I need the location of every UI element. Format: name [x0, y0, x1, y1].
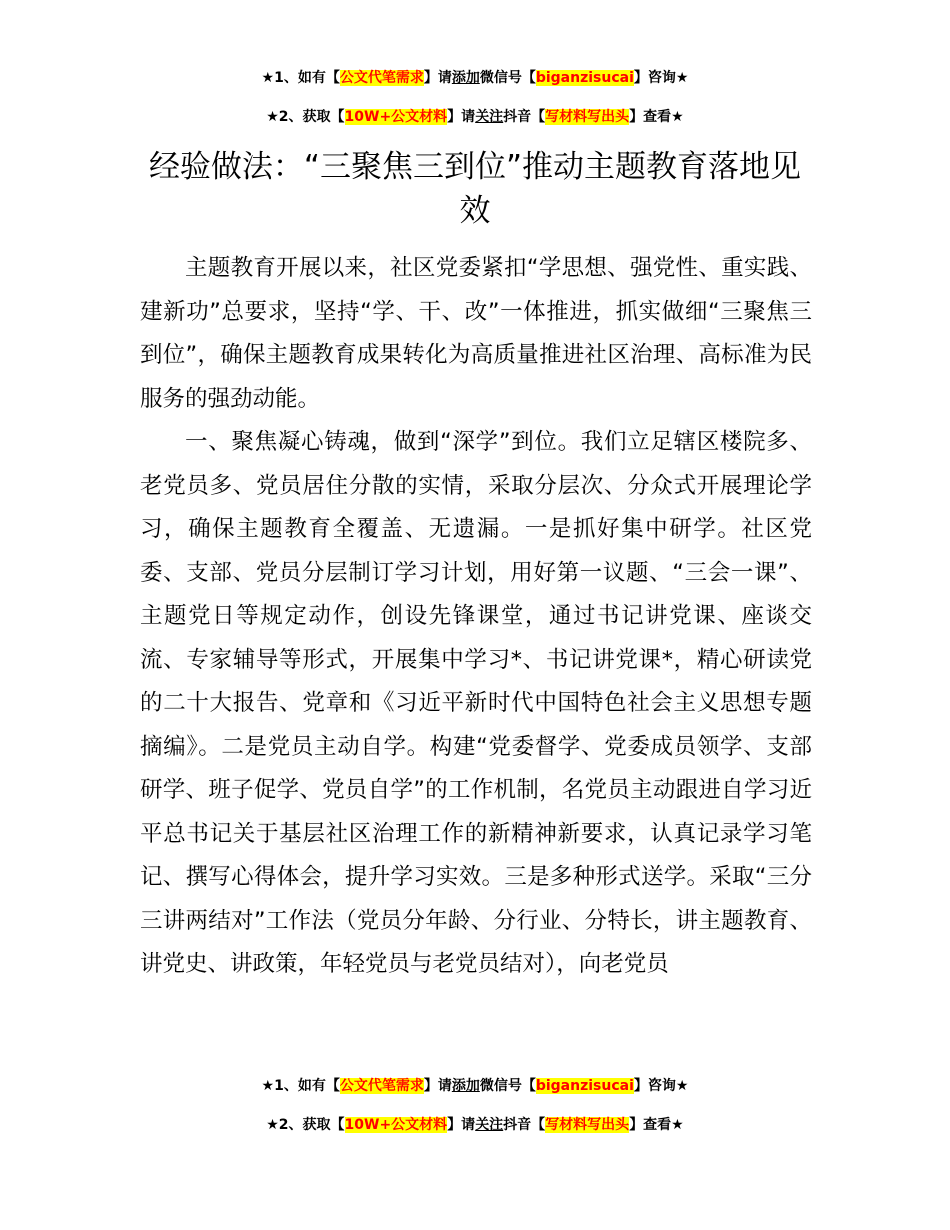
header-line-2-mid2: 抖音【 [503, 109, 546, 125]
footer-line-1-suffix: 】咨询★ [633, 1078, 689, 1094]
header-line-2-suffix: 】查看★ [629, 109, 684, 125]
header-line-2-underlined: 关注 [475, 109, 504, 125]
header-line-1-prefix: ★1、如有【 [261, 70, 340, 86]
footer-line-2-mid: 】请 [447, 1117, 476, 1133]
header-line-1-suffix: 】咨询★ [633, 70, 689, 86]
footer-line-1-highlight-service: 公文代笔需求 [339, 1078, 424, 1094]
footer-line-2-mid2: 抖音【 [503, 1117, 546, 1133]
footer-line-2-underlined: 关注 [475, 1117, 504, 1133]
header-line-1-mid2: 微信号【 [479, 70, 536, 86]
footer-ad-line-1 [0, 1076, 950, 1096]
header-line-1-highlight-wechat: biganzisucai [535, 70, 634, 86]
footer-line-2-prefix: ★2、获取【 [266, 1117, 345, 1133]
header-line-1-underlined: 添加 [451, 70, 480, 86]
header-line-2-highlight-douyin: 写材料写出头 [545, 109, 630, 125]
footer-line-1-mid: 】请 [423, 1078, 452, 1094]
paragraph-section-1: 一、聚焦凝心铸魂，做到“深学”到位。我们立足辖区楼院多、老党员多、党员居住分散的实情，采取分层次、分众式开展理论学习，确保主题教育全覆盖、无遗漏。一是抓好集中研学。社区党委、支部、党员分层制订学习计划，用好第一议题、“三会一课”、主题党日等规定动作，创设先锋课堂，通过书记讲党课、座谈交流、专家辅导等形式，开展集中学习*、书记讲党课*，精心研读党的二十大报告、党章和《习近平新时代中国特色社会主义思想专题摘编》。二是党员主动自学。构建“党委督学、党委成员领学、支部研学、班子促学、党员自学”的工作机制，名党员主动跟进自学习近平总书记关于基层社区治理工作的新精神新要求，认真记录学习笔记、撰写心得体会，提升学习实效。三是多种形式送学。采取“三分三讲两结对”工作法（党员分年龄、分行业、分特长，讲主题教育、讲党史、讲政策，年轻党员与老党员结对），向老党员 [140, 429, 812, 977]
document-title: 经验做法：“三聚焦三到位”推动主题教育落地见效 [148, 149, 802, 229]
footer-line-1-underlined: 添加 [451, 1078, 480, 1094]
footer-line-2-suffix: 】查看★ [629, 1117, 684, 1133]
footer-line-1-highlight-wechat: biganzisucai [535, 1078, 634, 1094]
footer-line-1-mid2: 微信号【 [479, 1078, 536, 1094]
document-body [140, 247, 812, 987]
header-line-2-prefix: ★2、获取【 [266, 109, 345, 125]
header-ad-line-1 [0, 68, 950, 88]
footer-line-2-highlight-materials: 10W+公文材料 [344, 1117, 448, 1133]
header-line-1-highlight-service: 公文代笔需求 [339, 70, 424, 86]
header-line-2-highlight-materials: 10W+公文材料 [344, 109, 448, 125]
footer-line-2-highlight-douyin: 写材料写出头 [545, 1117, 630, 1133]
paragraph-intro: 主题教育开展以来，社区党委紧扣“学思想、强党性、重实践、建新功”总要求，坚持“学、干、改”一体推进，抓实做细“三聚焦三到位”，确保主题教育成果转化为高质量推进社区治理、高标准为民服务的强劲动能。 [140, 255, 812, 412]
header-ad-line-2 [0, 107, 950, 127]
header-line-2-mid: 】请 [447, 109, 476, 125]
footer-ad-line-2 [0, 1115, 950, 1135]
header-line-1-mid: 】请 [423, 70, 452, 86]
footer-line-1-prefix: ★1、如有【 [261, 1078, 340, 1094]
